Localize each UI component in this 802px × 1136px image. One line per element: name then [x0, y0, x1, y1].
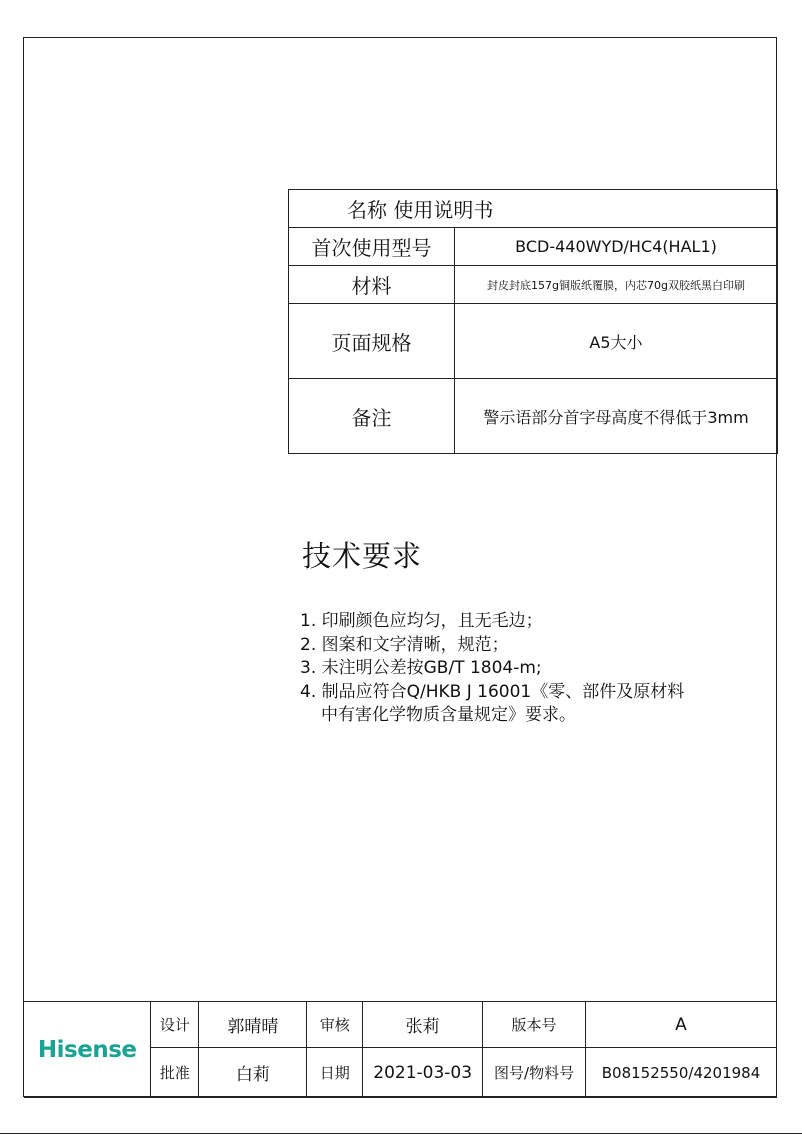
page-bottom-rule	[0, 1133, 802, 1134]
spec-label: 页面规格	[289, 304, 455, 379]
requirement-item: 2. 图案和文字清晰，规范；	[300, 634, 509, 655]
spec-value: 封皮封底157g铜版纸覆膜，内芯70g双胶纸黑白印刷	[455, 266, 778, 304]
spec-row-page-size	[289, 304, 778, 379]
spec-row-material	[289, 266, 778, 304]
hisense-logo: Hisense	[37, 1036, 137, 1063]
review-value: 张莉	[363, 1002, 483, 1048]
spec-value: 警示语部分首字母高度不得低于3mm	[455, 379, 778, 454]
logo-cell	[24, 1002, 151, 1098]
spec-table	[288, 189, 778, 454]
title-block	[24, 1001, 777, 1098]
spec-row-notes	[289, 379, 778, 454]
spec-label: 首次使用型号	[289, 228, 455, 266]
version-label: 版本号	[483, 1002, 586, 1048]
design-value: 郭晴晴	[199, 1002, 307, 1048]
approve-label: 批准	[151, 1048, 199, 1098]
spec-name-cell: 名称 使用说明书	[289, 190, 778, 228]
date-label: 日期	[307, 1048, 363, 1098]
drawing-number-value: B08152550/4201984	[586, 1048, 777, 1098]
tech-requirements-title: 技术要求	[302, 539, 423, 573]
design-label: 设计	[151, 1002, 199, 1048]
requirement-item: 4. 制品应符合Q/HKB J 16001《零、部件及原材料	[300, 681, 685, 702]
drawing-number-label: 图号/物料号	[483, 1048, 586, 1098]
approve-value: 白莉	[199, 1048, 307, 1098]
version-value: A	[586, 1002, 777, 1048]
requirement-item: 3. 未注明公差按GB/T 1804-m;	[300, 658, 542, 678]
spec-label: 材料	[289, 266, 455, 304]
tech-requirements-list	[300, 610, 684, 728]
spec-row-name	[289, 190, 778, 228]
spec-label: 备注	[289, 379, 455, 454]
spec-row-model	[289, 228, 778, 266]
review-label: 审核	[307, 1002, 363, 1048]
date-value: 2021-03-03	[363, 1048, 483, 1098]
spec-value: BCD-440WYD/HC4(HAL1)	[455, 228, 778, 266]
requirement-item-continued: 中有害化学物质含量规定》要求。	[321, 705, 576, 725]
spec-value: A5大小	[455, 304, 778, 379]
requirement-item: 1. 印刷颜色应均匀，且无毛边；	[300, 611, 543, 631]
